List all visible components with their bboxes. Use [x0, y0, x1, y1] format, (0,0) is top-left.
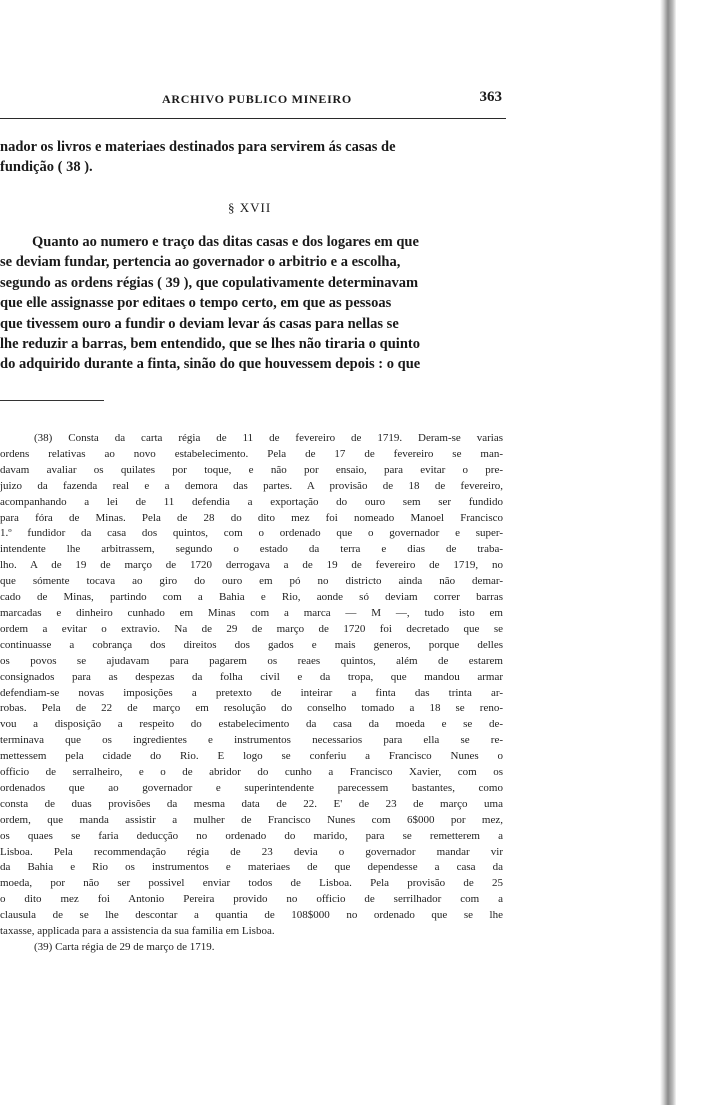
- footnote-line: os povos se ajudavam para pagarem os reaes quintos, além de estarem: [0, 654, 503, 667]
- footnote-line: (39) Carta régia de 29 de março de 1719.: [34, 941, 215, 953]
- text-line: que tivessem ouro a fundir o deviam levar ás casas para nellas se: [0, 315, 399, 332]
- footnote-line: lho. A de 19 de março de 1720 derrogava a de 19 de fevereiro de 1719, no: [0, 559, 503, 572]
- text-line: nador os livros e materiaes destinados para servirem ás casas de: [0, 139, 396, 155]
- page-number: 363: [479, 89, 502, 105]
- paragraph-continued: [0, 137, 503, 177]
- page-header: [0, 88, 506, 119]
- footnote-line: da Bahia e Rio os instrumentos e materiaes de que dependesse a casa da: [0, 861, 503, 874]
- footnote-line: robas. Pela de 22 de março em resolução do conselho tomado a 18 se reno-: [0, 702, 503, 715]
- text-line: Quanto ao numero e traço das ditas casas e dos logares em que: [32, 234, 419, 250]
- footnote-line: que sómente tocava ao giro do ouro em pó no districto ainda não demar-: [0, 575, 503, 588]
- paragraph-section-xvii: [0, 232, 503, 375]
- footnote-line: para fóra de Minas. Pela de 28 do dito mez foi nomeado Manoel Francisco: [0, 511, 503, 524]
- footnote-line: consignados para as despezas da folha civil e da tropa, que mandou armar: [0, 670, 503, 683]
- footnote-line: defendiam-se novas imposições a pretexto de inteirar a finta das trinta ar-: [0, 686, 503, 699]
- text-line: se deviam fundar, pertencia ao governador o arbitrio e a escolha,: [0, 254, 401, 271]
- text-line: fundição ( 38 ).: [0, 159, 93, 176]
- footnote-line: marcadas e dinheiro cunhado em Minas com a marca — M —, tudo isto em: [0, 606, 503, 619]
- footnote-line: clausula de se lhe descontar a quantia de 108$000 no ordenado que se lhe: [0, 909, 503, 922]
- footnote-line: mettessem pela cidade do Rio. E logo se conferiu a Francisco Nunes o: [0, 750, 503, 763]
- footnote-divider: [0, 400, 104, 401]
- footnote-line: taxasse, applicada para a assistencia da sua familia em Lisboa.: [0, 925, 275, 938]
- footnote-line: moeda, por não ser possivel enviar todos de Lisboa. Pela provisão de 25: [0, 877, 503, 890]
- footnote-line: juizo da fazenda real e a demora das partes. A provisão de 18 de fevereiro,: [0, 479, 503, 492]
- footnote-line: ordenados que ao governador e superintendente parecessem bastantes, como: [0, 781, 503, 794]
- footnote-line: Lisboa. Pela recommendação régia de 23 devia o governador mandar vir: [0, 845, 503, 858]
- footnote-line: ordem, que manda assistir a mulher de Francisco Nunes com 6$000 por mez,: [0, 813, 503, 826]
- footnote-line: os quaes se faria deducção no ordenado do marido, para se remetterem a: [0, 829, 503, 842]
- footnote-line: vou a disposição a respeito do estabelecimento da casa da moeda e se de-: [0, 718, 503, 731]
- footnote-line: consta de duas provisões da mesma data de 22. E' de 23 de março uma: [0, 797, 503, 810]
- section-heading: § XVII: [228, 200, 272, 215]
- text-line: segundo as ordens régias ( 39 ), que copulativamente determinavam: [0, 274, 419, 291]
- text-line: que elle assignasse por editaes o tempo certo, em que as pessoas: [0, 295, 392, 312]
- footnote-line: acompanhando a lei de 11 defendia a exportação do ouro sem ser fundido: [0, 495, 503, 508]
- footnote-line: cado de Minas, partindo com a Bahia e Rio, aonde só deviam correr barras: [0, 591, 503, 604]
- text-line: do adquirido durante a finta, sinão do que houvessem depois : o que: [0, 356, 421, 373]
- footnote-line: ordens relativas ao novo estabelecimento. Pela de 17 de fevereiro se man-: [0, 447, 503, 460]
- footnote-line: officio de serralheiro, e o de abridor do cunho a Francisco Xavier, com os: [0, 766, 503, 779]
- footnote-line: continuasse a cobrança dos direitos dos gados e mais generos, porque delles: [0, 638, 503, 651]
- running-title: ARCHIVO PUBLICO MINEIRO: [162, 92, 352, 106]
- footnote-line: intendente lhe arbitrassem, segundo o estado da terra e dias de traba-: [0, 543, 503, 556]
- footnote-line: terminava que os ingredientes e instrumentos necessarios para ella se re-: [0, 734, 503, 747]
- footnote-line: davam avaliar os quilates por toque, e não por ensaio, para evitar o pre-: [0, 463, 503, 476]
- page-edge-shadow: [660, 0, 676, 1105]
- footnote-line: (38) Consta da carta régia de 11 de fevereiro de 1719. Deram-se varias: [34, 432, 503, 444]
- footnote-line: o dito mez foi Antonio Pereira provido no officio de serrilhador com a: [0, 893, 503, 906]
- text-line: lhe reduzir a barras, bem entendido, que se lhes não tiraria o quinto: [0, 336, 420, 353]
- footnote-line: ordem a evitar o extravio. Na de 29 de março de 1720 foi decretado que se: [0, 622, 503, 635]
- footnotes: [0, 431, 503, 956]
- footnote-line: 1.º fundidor da casa dos quintos, com o ordenado que o governador e super-: [0, 527, 503, 540]
